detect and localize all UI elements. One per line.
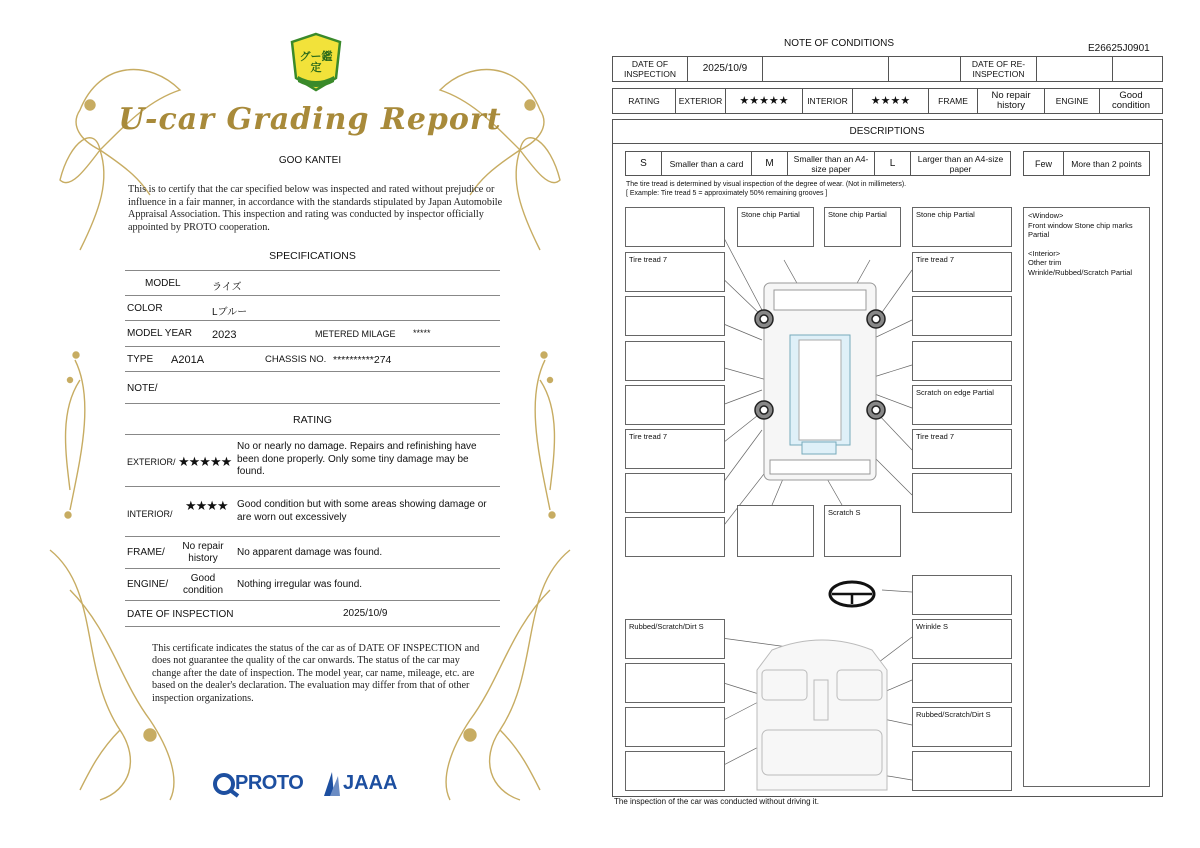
proto-logo-text: PROTO [235, 772, 304, 794]
desc-box [625, 473, 725, 513]
desc-box: Tire tread 7 [625, 429, 725, 469]
date-table [612, 56, 1163, 82]
date-row [125, 601, 500, 627]
desc-box: Wrinkle S [912, 619, 1012, 659]
desc-box [912, 473, 1012, 513]
note-row [125, 372, 500, 404]
legend-m-desc: Smaller than an A4-size paper [788, 152, 875, 175]
desc-box [625, 517, 725, 557]
desc-box [912, 296, 1012, 336]
desc-box [625, 663, 725, 703]
model-year-value: 2023 [212, 329, 237, 341]
legend-s-desc: Smaller than a card [662, 152, 752, 175]
milage-value: ***** [413, 328, 431, 338]
badge-text: グー鑑定 [299, 51, 333, 74]
model-year-label: MODEL YEAR [127, 328, 193, 339]
interior-heading: <Interior> [1028, 248, 1061, 258]
engine-label: ENGINE/ [127, 579, 169, 590]
size-legend [625, 151, 1011, 176]
desc-box: Stone chip Partial [737, 207, 814, 247]
desc-box [625, 296, 725, 336]
goo-kantei-badge-icon [288, 32, 344, 94]
steering-wheel-icon [830, 582, 874, 606]
desc-box: Scratch on edge Partial [912, 385, 1012, 425]
legend-l-desc: Larger than an A4-size paper [917, 153, 1004, 174]
desc-box [625, 751, 725, 791]
model-row [125, 271, 500, 296]
remarks-panel [1023, 207, 1150, 787]
reinspection-label: DATE OF RE-INSPECTION [961, 57, 1037, 81]
legend-few-desc: More than 2 points [1071, 158, 1142, 169]
legend-few: Few [1024, 152, 1064, 175]
date-label: DATE OF INSPECTION [127, 609, 234, 620]
color-value: Lブルー [212, 307, 248, 318]
frame-value: No repair history [978, 89, 1045, 113]
date-of-inspection-value: 2025/10/9 [688, 57, 763, 81]
date-of-inspection-label: DATE OF INSPECTION [613, 57, 688, 81]
desc-box [625, 341, 725, 381]
rating-label: RATING [613, 89, 676, 113]
window-text: Front window Stone chip marks Partial [1028, 220, 1133, 239]
desc-box [912, 751, 1012, 791]
desc-box [737, 505, 814, 557]
bottom-note: The inspection of the car was conducted without driving it. [614, 797, 819, 806]
blank-cell [763, 57, 889, 81]
model-year-row [125, 321, 500, 347]
jaaa-logo-text: JAAA [343, 772, 398, 794]
interior-rating-row [125, 487, 500, 537]
report-id: E26625J0901 [1088, 43, 1150, 54]
descriptions-heading: DESCRIPTIONS [849, 126, 925, 137]
desc-box: Rubbed/Scratch/Dirt S [625, 619, 725, 659]
model-label: MODEL [145, 278, 181, 289]
model-value: ライズ [212, 282, 242, 293]
blank-cell [889, 57, 961, 81]
color-row [125, 296, 500, 321]
desc-box: Scratch S [824, 505, 901, 557]
frame-label: FRAME/ [127, 547, 165, 558]
desc-box [625, 207, 725, 247]
legend-s: S [626, 152, 662, 175]
certificate-subtitle: GOO KANTEI [278, 155, 342, 166]
divider [612, 143, 1163, 144]
interior-stars: ★★★★ [853, 89, 929, 113]
legend-m: M [752, 152, 788, 175]
note-of-conditions-title: NOTE OF CONDITIONS [784, 38, 894, 49]
engine-desc: Nothing irregular was found. [237, 579, 363, 590]
exterior-label: EXTERIOR [676, 89, 726, 113]
exterior-stars: ★★★★★ [178, 454, 232, 469]
legend-l: L [875, 152, 911, 175]
interior-desc: Good condition but with some areas showing damage or are worn out excessively [237, 499, 487, 523]
exterior-label: EXTERIOR/ [127, 457, 176, 467]
desc-box: Tire tread 7 [912, 252, 1012, 292]
reinspection-value [1037, 57, 1113, 81]
rating-table [612, 88, 1163, 114]
rating-heading: RATING [293, 414, 332, 426]
type-value: A201A [171, 354, 205, 366]
frame-row [125, 537, 500, 569]
tire-note-2: [ Example: Tire tread 5 = approximately 50% remaining grooves ] [626, 190, 828, 197]
exterior-desc: No or nearly no damage. Repairs and refinishing have been done properly. Only some tiny damage may be found. [237, 441, 477, 477]
certificate-title: U-car Grading Report [118, 102, 502, 137]
frame-desc: No apparent damage was found. [237, 547, 383, 558]
window-heading: <Window> [1028, 211, 1064, 220]
tire-note-1: The tire tread is determined by visual inspection of the degree of wear. (Not in millimeters). [626, 181, 907, 188]
exterior-rating-row [125, 435, 500, 487]
type-label: TYPE [127, 354, 154, 365]
interior-text-1: Other trim [1028, 258, 1062, 267]
color-label: COLOR [127, 303, 163, 314]
desc-box: Stone chip Partial [912, 207, 1012, 247]
frame-label: FRAME [929, 89, 978, 113]
desc-box [912, 575, 1012, 615]
desc-box [912, 341, 1012, 381]
desc-box: Tire tread 7 [912, 429, 1012, 469]
exterior-stars: ★★★★★ [726, 89, 803, 113]
engine-value: Good condition [1111, 90, 1151, 111]
engine-row [125, 569, 500, 601]
interior-text-2: Wrinkle/Rubbed/Scratch Partial [1028, 267, 1133, 277]
engine-label: ENGINE [1045, 89, 1100, 113]
desc-box [912, 663, 1012, 703]
desc-box: Stone chip Partial [824, 207, 901, 247]
frame-value: No repair history [182, 541, 224, 564]
interior-stars: ★★★★ [185, 498, 228, 513]
desc-box [625, 385, 725, 425]
desc-box [625, 707, 725, 747]
chassis-value: **********274 [333, 354, 392, 366]
note-label: NOTE/ [127, 383, 158, 394]
milage-label: METERED MILAGE [315, 329, 396, 339]
chassis-label: CHASSIS NO. [265, 354, 327, 365]
engine-value: Good condition [182, 573, 224, 596]
jaaa-logo-icon [320, 770, 342, 798]
blank-cell [1113, 57, 1162, 81]
interior-label: INTERIOR [803, 89, 853, 113]
desc-box: Rubbed/Scratch/Dirt S [912, 707, 1012, 747]
grading-certificate [40, 30, 580, 820]
specifications-heading: SPECIFICATIONS [269, 250, 356, 262]
interior-label: INTERIOR/ [127, 509, 173, 519]
certificate-footer: This certificate indicates the status of the car as of DATE OF INSPECTION and does not guarantee the quality of the car onwards. The status of the car may change after the date of inspection. The model year, car name, mileage, etc. are based on the dealer's declaration. The evaluation may differ from that of other inspection organizations. [152, 643, 480, 704]
date-value: 2025/10/9 [343, 608, 388, 619]
desc-box: Tire tread 7 [625, 252, 725, 292]
certificate-intro: This is to certify that the car specified below was inspected and rated without prejudice or influence in a fair manner, in accordance with the standards stipulated by Japan Automobile Appraisal Association. This inspection and rating was conducted by inspector officially appointed by PROTO cooperation. [128, 184, 503, 233]
type-row [125, 347, 500, 372]
few-legend [1023, 151, 1150, 176]
